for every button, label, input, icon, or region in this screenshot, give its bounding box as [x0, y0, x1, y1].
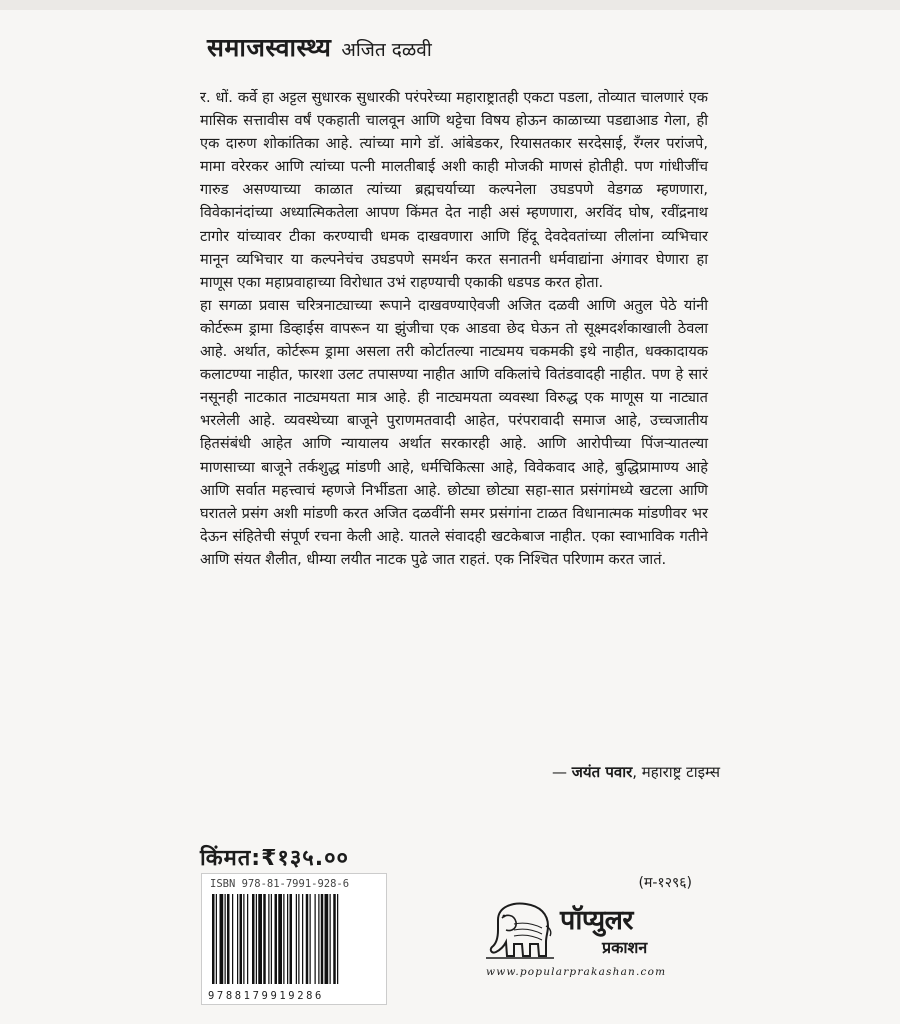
barcode-digits: 9788179919286	[208, 990, 324, 1002]
book-author: अजित दळवी	[341, 39, 432, 61]
publisher-name: पॉप्युलर	[560, 905, 633, 936]
publisher-subtitle: प्रकाशन	[602, 938, 648, 957]
barcode-icon	[212, 894, 377, 984]
price-label: किंमत:	[200, 846, 262, 871]
top-band	[0, 0, 900, 10]
book-title: समाजस्वास्थ्य	[207, 33, 332, 62]
barcode-box	[201, 873, 387, 1005]
publisher-website: www.popularprakashan.com	[486, 966, 667, 978]
blurb-paragraph-1: र. धों. कर्वे हा अट्टल सुधारक सुधारकी परंपरेच्या महाराष्ट्रातही एकटा पडला, तोव्यात चालणारं एक मासिक सत्तावीस वर्षं एकहाती चालवून आणि थट्टेचा विषय होऊन काळाच्या पडद्याआड गेला, ही एक दारुण शोकांतिका आहे. त्यांच्या मागे डॉ. आंबेडकर, रियासतकार सरदेसाई, रँग्लर परांजपे, मामा वरेरकर आणि त्यांच्या पत्नी मालतीबाई अशी काही मोजकी माणसं होतीही. पण गांधीजींच गारुड असण्याच्या काळात त्यांच्या ब्रह्मचर्याच्या कल्पनेला उघडपणे वेडगळ म्हणणारा, विवेकानंदांच्या अध्यात्मिकतेला आपण किंमत देत नाही असं म्हणणारा, अरविंद घोष, रवींद्रनाथ टागोर यांच्यावर टीका करण्याची धमक दाखवणारा आणि हिंदू देवदेवतांच्या लीलांना व्यभिचार मानून व्यभिचार या कल्पनेचंच उघडपणे समर्थन करत सनातनी धर्मवाद्यांना अंगावर घेणारा हा माणूस एका महाप्रवाहाच्या विरोधात उभं राहण्याची एकाकी धडपड करत होता.	[200, 89, 708, 291]
price-value: ₹१३५.००	[261, 846, 349, 871]
publisher-logo	[484, 898, 704, 993]
price	[200, 842, 349, 872]
review-attribution	[552, 762, 720, 782]
blurb-paragraph-2: हा सगळा प्रवास चरित्रनाट्याच्या रूपाने दाखवण्याऐवजी अजित दळवी आणि अतुल पेठे यांनी कोर्टरूम ड्रामा डिव्हाईस वापरून या झुंजीचा एक आडवा छेद घेऊन तो सूक्ष्मदर्शकाखाली ठेवला आहे. अर्थात, कोर्टरूम ड्रामा असला तरी कोर्टातल्या नाट्यमय चकमकी इथे नाहीत, धक्कादायक कलाटण्या नाहीत, फारशा उलट तपासण्या नाहीत आणि वकिलांचे वितंडवादही नाहीत. पण हे सारं नसूनही नाटकात नाट्यमयता मात्र आहे. ही नाट्यमयता व्यवस्था विरुद्ध एक माणूस या नाट्यात भरलेली आहे. व्यवस्थेच्या बाजूने पुराणमतवादी आहेत, परंपरावादी समाज आहे, उच्चजातीय हितसंबंधी आहेत आणि न्यायालय अर्थात सरकारही आहे. आणि आरोपीच्या पिंजऱ्यातल्या माणसाच्या बाजूने तर्कशुद्ध मांडणी आहे, धर्मचिकित्सा आहे, विवेकवाद आहे, बुद्धिप्रामाण्य आहे आणि सर्वात महत्त्वाचं म्हणजे निर्भीडता आहे. छोट्या छोट्या सहा-सात प्रसंगांमध्ये खटला आणि घरातले प्रसंग अशी मांडणी करत अजित दळवींनी समर प्रसंगांना टाळत विधानात्मक मांडणीवर भर देऊन संहितेची संपूर्ण रचना केली आहे. यातले संवादही खटकेबाज नाहीत. एका स्वाभाविक गतीने आणि संयत शैलीत, धीम्या लयीत नाटक पुढे जात राहतं. एक निश्चित परिणाम करत जातं.	[200, 296, 708, 568]
blurb-text	[200, 86, 708, 571]
catalog-code: (म-१२९६)	[638, 875, 692, 891]
isbn-label: ISBN 978-81-7991-928-6	[210, 878, 350, 890]
cover-header	[207, 30, 432, 64]
reviewer-name: जयंत पवार	[571, 763, 633, 781]
attribution-dash: —	[552, 763, 567, 781]
reviewer-source: , महाराष्ट्र टाइम्स	[632, 763, 720, 781]
elephant-icon	[484, 898, 556, 964]
